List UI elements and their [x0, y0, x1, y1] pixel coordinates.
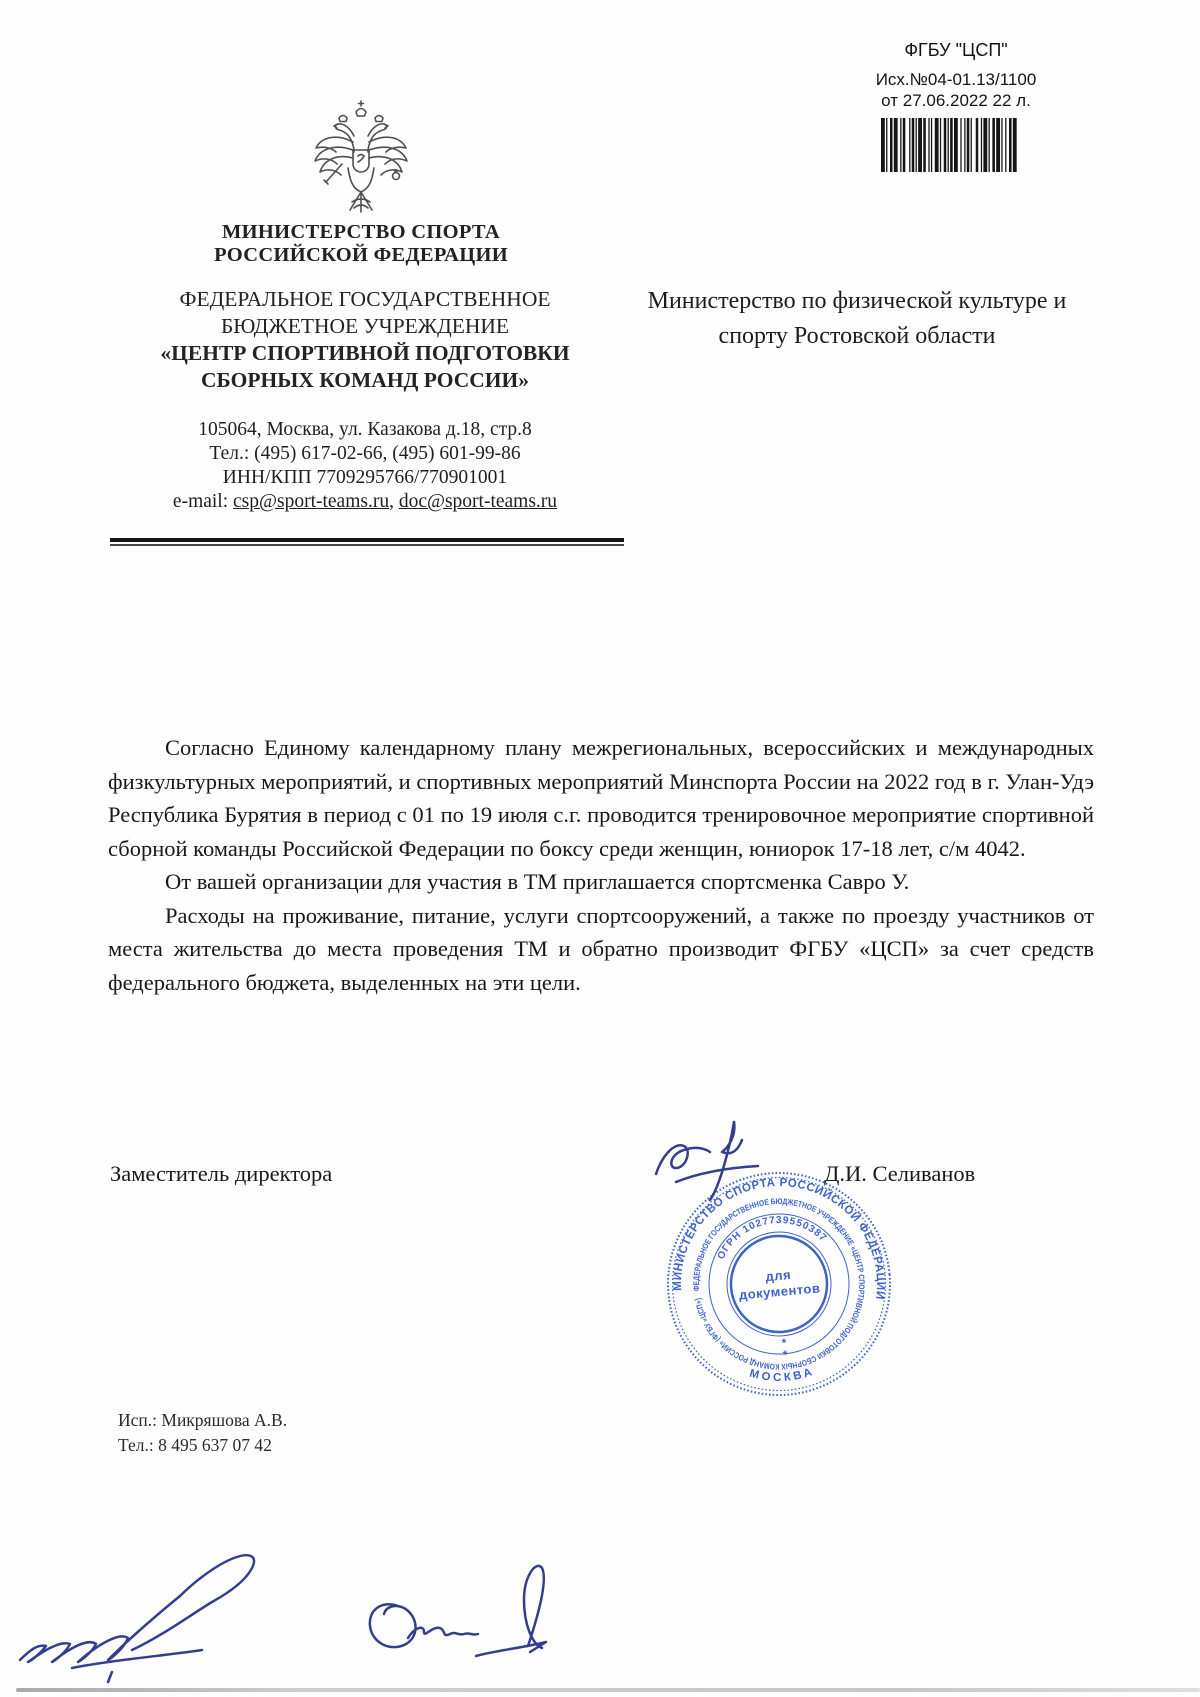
email-address-2: doc@sport-teams.ru [398, 491, 558, 512]
handwritten-signature-left [12, 1544, 292, 1689]
postal-address: 105064, Москва, ул. Казакова д.18, стр.8 [198, 419, 532, 440]
handwritten-signature-right [346, 1554, 576, 1679]
inn-kpp: ИНН/КПП 7709295766/770901001 [222, 467, 508, 488]
email-label: e-mail: [172, 491, 234, 512]
ministry-line2: РОССИЙСКОЙ ФЕДЕРАЦИИ [214, 244, 508, 266]
email-address-1: csp@sport-teams.ru [233, 491, 390, 512]
stamp-center-line2: документов [738, 1280, 821, 1303]
barcode [881, 118, 1031, 172]
signer-name: Д.И. Селиванов [824, 1161, 976, 1186]
paragraph-2: От вашей организации для участия в ТМ приглашается спортсменка Савро У. [165, 869, 910, 894]
letterhead-divider [110, 538, 624, 546]
executor-phone: Тел.: 8 495 637 07 42 [118, 1435, 272, 1455]
executor-block [118, 1408, 287, 1458]
recipient-line2: спорту Ростовской области [718, 323, 996, 349]
paragraph-3: Расходы на проживание, питание, услуги спортсооружений, а также по проезду участников от места жительства до места проведения ТМ и обратно производит ФГБУ «ЦСП» за счет средств федерального бюджета, выделенных на эти цели. [108, 902, 1094, 995]
stamp-mark-1: * [781, 1335, 788, 1350]
stamp-ogrn: ОГРН 1027739550387 [715, 1214, 829, 1262]
email-line [115, 490, 615, 514]
org-line4: СБОРНЫХ КОМАНД РОССИИ» [201, 368, 529, 392]
org-line2: БЮДЖЕТНОЕ УЧРЕЖДЕНИЕ [220, 314, 510, 338]
paragraph-1: Согласно Единому календарному плану межрегиональных, всероссийских и международных физкультурных мероприятий, и спортивных мероприятий Минспорта России на 2022 год в г. Улан-Удэ Республика Бурятия в период с 01 по 19 июля с.г. проводится тренировочное мероприятие спортивной сборной команды Российской Федерации по боксу среди женщин, юниорок 17-18 лет, с/м 4042. [108, 735, 1094, 861]
org-line3: «ЦЕНТР СПОРТИВНОЙ ПОДГОТОВКИ [160, 341, 570, 365]
director-signature [646, 1112, 796, 1212]
recipient-block [618, 284, 1096, 354]
stamp-city: МОСКВА [748, 1365, 817, 1384]
scan-edge [16, 1688, 1200, 1692]
letter-body [108, 731, 1094, 999]
organization-name [115, 286, 615, 394]
stamp-ring-outer: МИНИСТЕРСТВО СПОРТА РОССИЙСКОЙ ФЕДЕРАЦИИ [671, 1176, 887, 1301]
recipient-line1: Министерство по физической культуре и [647, 288, 1067, 314]
russia-coat-of-arms-icon [308, 98, 414, 220]
signer-position: Заместитель директора [110, 1161, 333, 1186]
contact-block [115, 418, 615, 514]
outgoing-number: Исх.№04-01.13/1100 [875, 70, 1037, 89]
stamp-mark-2: * [782, 1347, 789, 1362]
email-separator: , [389, 491, 399, 512]
org-short-name: ФГБУ "ЦСП" [904, 40, 1008, 60]
stamp-center-line1: для [764, 1266, 792, 1285]
org-line1: ФЕДЕРАЛЬНОЕ ГОСУДАРСТВЕННОЕ [179, 287, 551, 311]
registration-note [826, 40, 1086, 177]
ministry-line1: МИНИСТЕРСТВО СПОРТА [222, 221, 500, 243]
phones: Тел.: (495) 617-02-66, (495) 601-99-86 [209, 443, 521, 464]
outgoing-date: от 27.06.2022 22 л. [881, 90, 1031, 110]
ministry-name [211, 221, 511, 267]
stamp-ring-middle: ФЕДЕРАЛЬНОЕ ГОСУДАРСТВЕННОЕ БЮДЖЕТНОЕ УЧРЕЖДЕНИЕ «ЦЕНТР СПОРТИВНОЙ ПОДГОТОВКИ СБОРНЫХ КОМАНД РОССИИ» (ФГБУ «ЦСП») [691, 1196, 867, 1372]
executor-name: Исп.: Микряшова А.В. [118, 1410, 288, 1430]
